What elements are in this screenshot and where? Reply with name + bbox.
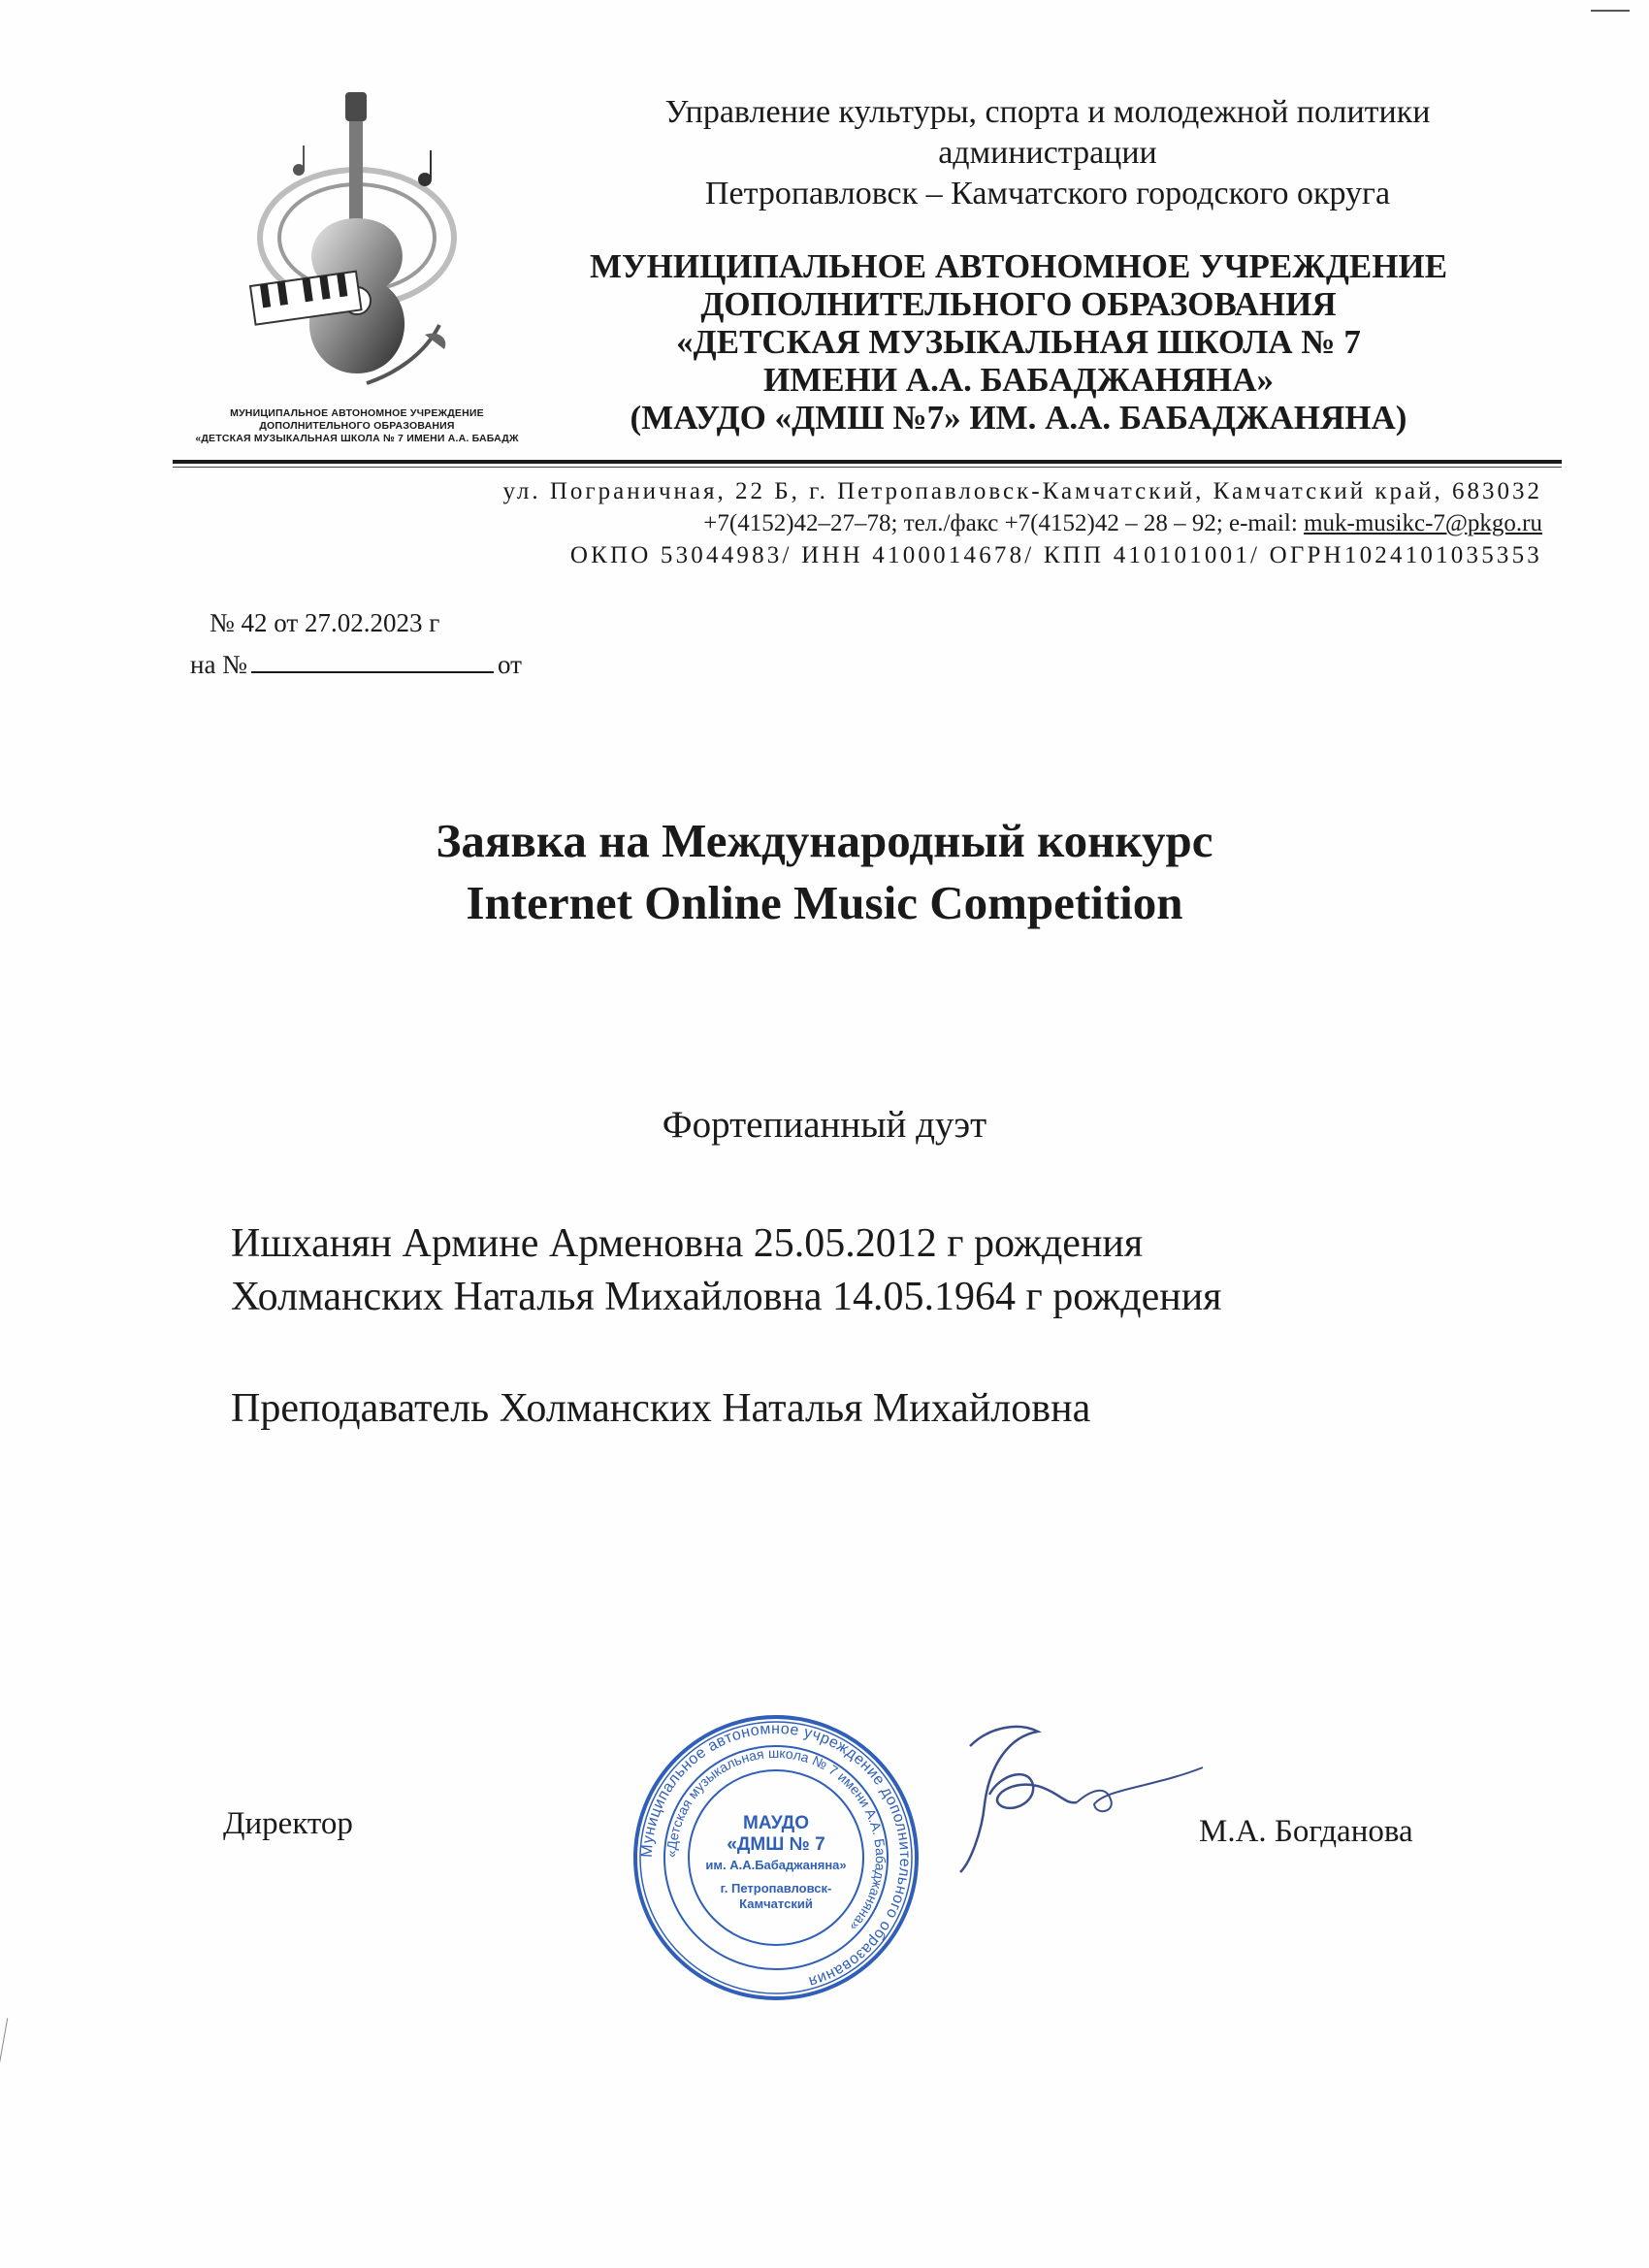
scan-artifact: [1591, 10, 1630, 12]
stamp-outer-text: Муниципальное автономное учреждение дополнительного образования: [638, 1720, 914, 1991]
teacher-line: Преподаватель Холманских Наталья Михайловна: [231, 1386, 1091, 1431]
department-heading: Управление культуры, спорта и молодежной политики администрации Петропавловск – Камчатского городского округа: [664, 94, 1431, 211]
genre-line: Фортепианный дуэт: [662, 1104, 987, 1146]
header-divider-thin: [173, 467, 1562, 468]
stamp-center-line: Камчатский: [739, 1896, 813, 1911]
stamp-center-line: «ДМШ № 7: [727, 1834, 825, 1855]
director-name: М.А. Богданова: [1199, 1814, 1413, 1849]
handwritten-signature: [931, 1707, 1212, 1882]
director-label: Директор: [223, 1806, 353, 1841]
stamp-center-line: МАУДО: [743, 1813, 809, 1833]
contacts-block: [194, 475, 1542, 571]
official-stamp: [630, 1712, 922, 2003]
email-link[interactable]: muk-musikc-7@pkgo.ru: [1304, 510, 1542, 536]
header-divider: [173, 460, 1562, 464]
address-line: ул. Пограничная, 22 Б, г. Петропавловск-Камчатский, Камчатский край, 683032: [502, 478, 1542, 504]
participants-list: [231, 1217, 1222, 1324]
school-logo: [173, 92, 541, 461]
stamp-center-line: г. Петропавловск-: [720, 1881, 832, 1895]
participant-item: Холманских Наталья Михайловна 14.05.1964 г рождения: [231, 1275, 1222, 1319]
stamp-inner-text: «Детская музыкальная школа № 7 имени А.А. Бабаджаняна»: [663, 1744, 889, 1934]
outgoing-number: № 42 от 27.02.2023 г: [210, 608, 440, 637]
reference-line: на № от: [190, 644, 522, 682]
participant-item: Ишханян Армине Арменовна 25.05.2012 г рождения: [231, 1221, 1144, 1266]
document-title: Заявка на Международный конкурс Internet Online Music Competition: [436, 814, 1213, 929]
organization-name: МУНИЦИПАЛЬНОЕ АВТОНОМНОЕ УЧРЕЖДЕНИЕ ДОПОЛНИТЕЛЬНОГО ОБРАЗОВАНИЯ «ДЕТСКАЯ МУЗЫКАЛЬНАЯ ШКОЛА № 7 ИМЕНИ А.А. БАБАДЖАНЯНА» (МАУДО «ДМШ №7» ИМ. А.А. БАБАДЖАНЯНА): [589, 247, 1448, 437]
phones-line: +7(4152)42–27–78; тел./факс +7(4152)42 – 28 – 92; e-mail: muk-musikc-7@pkgo.ru: [703, 510, 1542, 536]
scan-artifact: [0, 2018, 8, 2075]
logo-caption: МУНИЦИПАЛЬНОЕ АВТОНОМНОЕ УЧРЕЖДЕНИЕ ДОПОЛНИТЕЛЬНОГО ОБРАЗОВАНИЯ «ДЕТСКАЯ МУЗЫКАЛЬНАЯ ШКОЛА № 7 ИМЕНИ А.А. БАБАДЖ: [195, 407, 519, 444]
svg-text:Муниципальное автономное учреж: [639, 1721, 913, 1990]
guitar-logo-icon: [241, 92, 473, 412]
reference-blank: [251, 644, 494, 673]
stamp-center-line: им. А.А.Бабаджаняна»: [705, 1858, 847, 1872]
registry-codes: ОКПО 53044983/ ИНН 4100014678/ КПП 410101001/ ОГРН1024101035353: [569, 542, 1542, 568]
